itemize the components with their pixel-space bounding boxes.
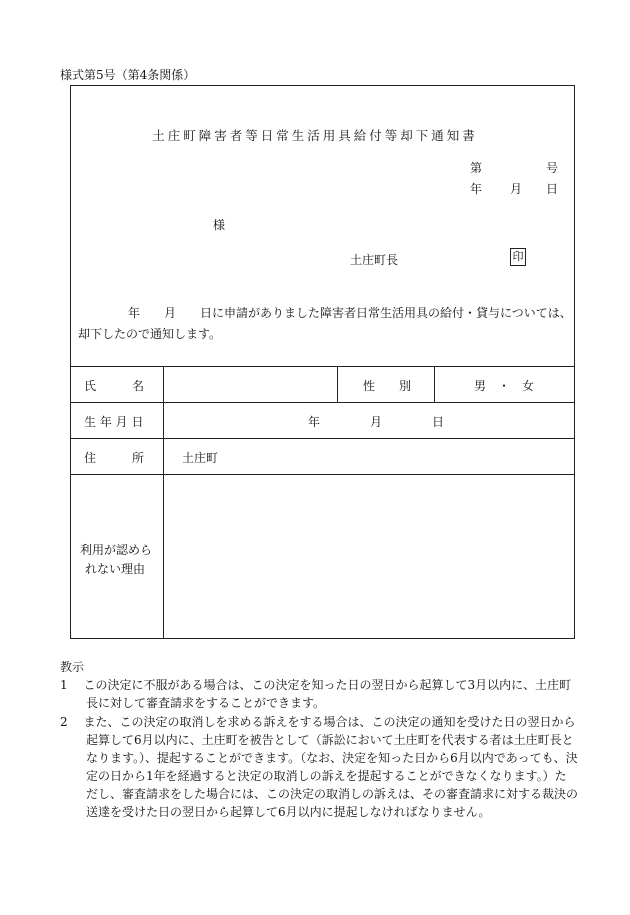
document-title: 土庄町障害者等日常生活用具給付等却下通知書 <box>152 128 478 143</box>
name-label: 氏 名 <box>84 379 145 393</box>
seal-stamp: 印 <box>510 248 526 266</box>
table-row-divider <box>70 474 575 475</box>
document-number-prefix: 第 <box>470 161 483 175</box>
reason-label: 利用が認めら <box>80 543 153 557</box>
note-item: 2 また、この決定の取消しを求める訴えをする場合は、この決定の通知を受けた日の翌日から起算して6月以内に、土庄町を被告として（訴訟において土庄町を代表する者は土庄町長となります。）、提起することができます。（なお、決定を知った日から6月以内であっても、決定の日から1年を経過すると決定の取消しの訴えを提起することができなくなります。）ただし、審査請求をした場合には、この決定の取消しの訴えは、その審査請求に対する裁決の送達を受けた日の翌日から起算して6月以内に提起しなければなりません。 <box>60 715 579 819</box>
issue-date-year: 年 <box>470 182 483 196</box>
issue-date-day: 日 <box>546 182 559 196</box>
gender-label: 性 別 <box>363 379 412 393</box>
gender-options: 男 ・ 女 <box>474 379 535 393</box>
document-number-suffix: 号 <box>546 161 559 175</box>
note-item: 1 この決定に不服がある場合は、この決定を知った日の翌日から起算して3月以内に、土庄町長に対して審査請求をすることができます。 <box>60 678 572 710</box>
birthdate-day: 日 <box>432 415 445 429</box>
table-row-divider <box>70 402 575 403</box>
address-label: 住 所 <box>84 451 145 465</box>
birthdate-year: 年 <box>308 415 321 429</box>
table-gender-divider <box>434 366 435 402</box>
notes-heading: 教示 <box>60 660 85 674</box>
issue-date-month: 月 <box>510 182 523 196</box>
form-number-label: 様式第5号（第4条関係） <box>60 68 196 82</box>
issuer-name: 土庄町長 <box>350 253 399 267</box>
table-top-border <box>70 366 575 367</box>
address-value: 土庄町 <box>182 451 219 465</box>
notice-body-text: 年 月 日に申請がありました障害者日常生活用具の給付・貸与については、却下したので通知します。 <box>78 306 572 341</box>
table-label-column-divider <box>163 366 164 639</box>
birthdate-month: 月 <box>370 415 383 429</box>
table-row-divider <box>70 438 575 439</box>
birthdate-label: 生 年 月 日 <box>84 415 144 429</box>
recipient-honorific: 様 <box>213 218 226 232</box>
table-gender-divider <box>337 366 338 402</box>
reason-label: れない理由 <box>85 562 146 576</box>
